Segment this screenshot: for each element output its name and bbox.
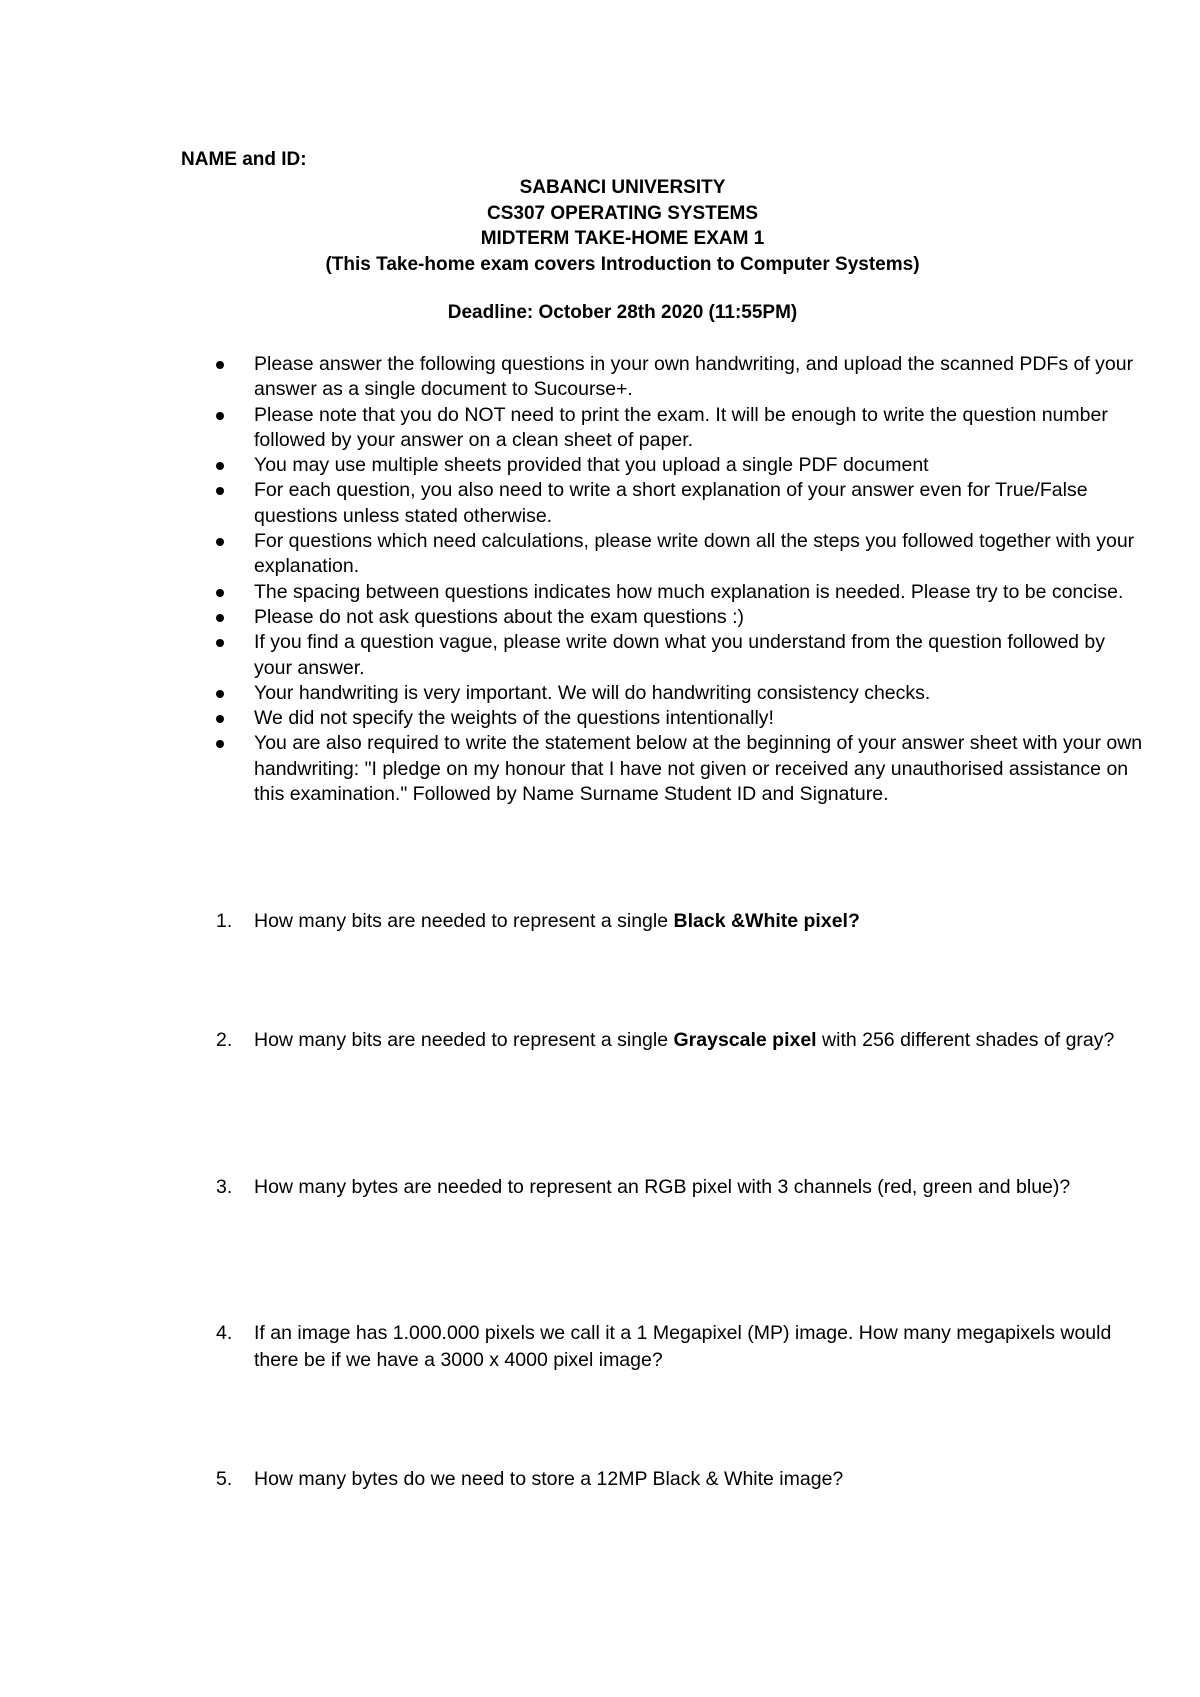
instruction-item [214, 453, 1144, 478]
instruction-text: The spacing between questions indicates how much explanation is needed. Please try to be concise. [254, 580, 1124, 603]
question-number: 1. [216, 910, 233, 932]
question-item [210, 1174, 1150, 1201]
exam-title: MIDTERM TAKE-HOME EXAM 1 [480, 228, 765, 249]
bullet-icon [216, 715, 224, 723]
bullet-icon [216, 690, 224, 698]
instruction-item [214, 706, 1144, 731]
bullet-icon [216, 361, 224, 369]
question-bold-text: Black &White pixel? [673, 910, 860, 932]
question-number: 4. [216, 1322, 233, 1344]
instruction-text: For questions which need calculations, please write down all the steps you followed together with your explanation. [254, 530, 1135, 578]
name-id-label: NAME and ID: [181, 149, 307, 170]
instruction-text: For each question, you also need to write a short explanation of your answer even for True/False questions unless stated otherwise. [254, 479, 1088, 527]
instruction-text: Please do not ask questions about the exam questions :) [254, 605, 744, 628]
bullet-icon [216, 538, 224, 546]
course-title: CS307 OPERATING SYSTEMS [487, 202, 758, 224]
instruction-item [214, 605, 1144, 630]
instruction-text: Your handwriting is very important. We will do handwriting consistency checks. [254, 681, 931, 704]
instruction-item [214, 403, 1144, 454]
instruction-item [214, 580, 1144, 605]
instructions-list [214, 352, 1144, 807]
instruction-item [214, 630, 1144, 681]
instruction-item [214, 529, 1144, 580]
question-bold-text: Grayscale pixel [673, 1029, 817, 1051]
deadline: Deadline: October 28th 2020 (11:55PM) [447, 302, 798, 323]
question-text: How many bytes are needed to represent an RGB pixel with 3 channels (red, green and blue)? [254, 1176, 1071, 1198]
instruction-item [214, 681, 1144, 706]
question-text: How many bits are needed to represent a single [254, 910, 674, 932]
instruction-text: You may use multiple sheets provided that you upload a single PDF document [254, 454, 929, 477]
instruction-text: You are also required to write the statement below at the beginning of your answer sheet with your own handwriting: "I pledge on my honour that I have not given or received any unauthorised assistance on this examination." Followed by Name Surname Student ID and Signature. [254, 732, 1143, 806]
bullet-icon [216, 412, 224, 420]
bullet-icon [216, 462, 224, 470]
bullet-icon [216, 614, 224, 622]
question-item [210, 908, 1150, 935]
university-title: SABANCI UNIVERSITY [519, 177, 726, 198]
bullet-icon [216, 740, 224, 748]
bullet-icon [216, 589, 224, 597]
instruction-text: If you find a question vague, please write down what you understand from the question followed by your answer. [254, 631, 1105, 679]
question-text: If an image has 1.000.000 pixels we call it a 1 Megapixel (MP) image. How many megapixels would there be if we have a 3000 x 4000 pixel image? [254, 1322, 1112, 1371]
question-text: How many bytes do we need to store a 12MP Black & White image? [254, 1468, 844, 1490]
question-item [210, 1027, 1150, 1054]
question-number: 5. [216, 1468, 233, 1490]
question-text: How many bits are needed to represent a single [254, 1029, 674, 1051]
question-item [210, 1466, 1150, 1493]
instruction-item [214, 352, 1144, 403]
exam-coverage: (This Take-home exam covers Introduction to Computer Systems) [325, 253, 920, 275]
instruction-text: Please answer the following questions in your own handwriting, and upload the scanned PDFs of your answer as a single document to Sucourse+. [254, 353, 1134, 401]
instruction-item [214, 731, 1144, 807]
bullet-icon [216, 639, 224, 647]
question-item [210, 1320, 1150, 1374]
instruction-text: Please note that you do NOT need to print the exam. It will be enough to write the question number followed by your answer on a clean sheet of paper. [254, 403, 1108, 451]
question-text-after: with 256 different shades of gray? [816, 1029, 1115, 1051]
instruction-text: We did not specify the weights of the questions intentionally! [254, 707, 774, 730]
exam-header [181, 175, 1064, 326]
instruction-item [214, 478, 1144, 529]
question-number: 3. [216, 1176, 233, 1198]
bullet-icon [216, 487, 224, 495]
question-number: 2. [216, 1029, 233, 1051]
